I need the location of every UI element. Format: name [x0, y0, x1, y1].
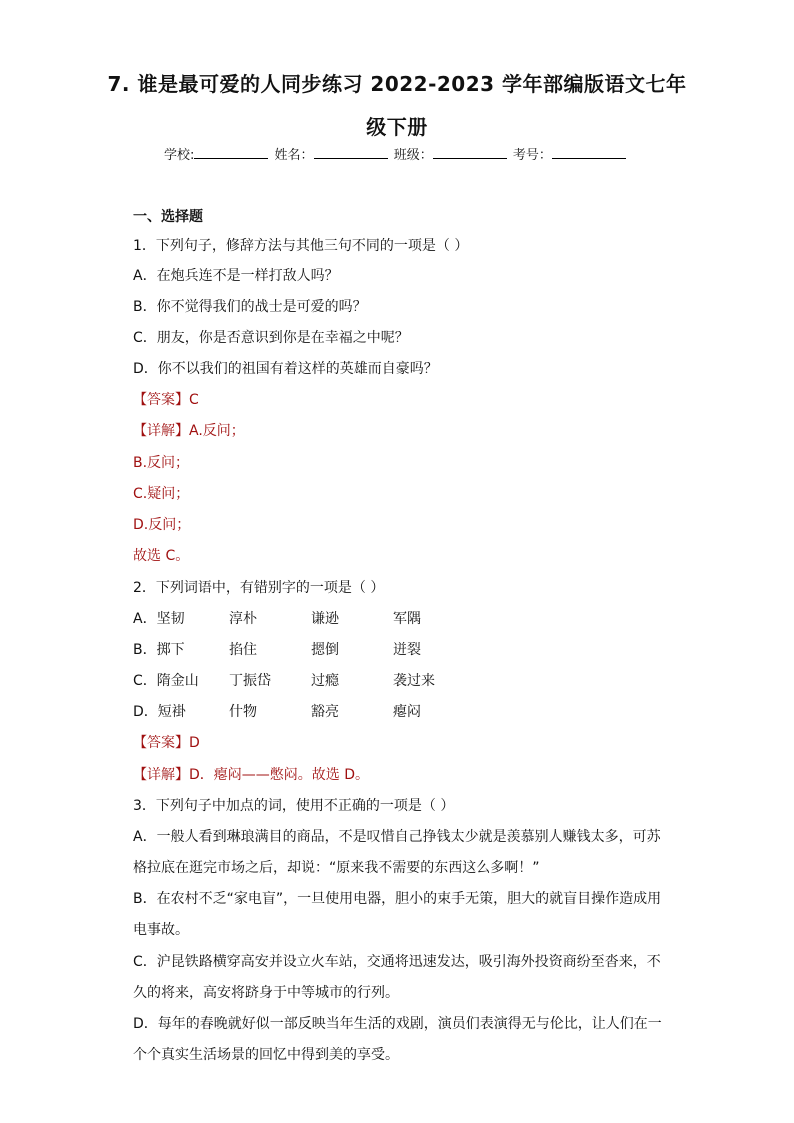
q3-option-a-line1: A．一般人看到琳琅满目的商品，不是叹惜自己挣钱太少就是羡慕别人赚钱太多，可苏 — [133, 829, 661, 845]
q3-stem: 3．下列句子中加点的词，使用不正确的一项是（ ） — [133, 798, 455, 814]
q3-option-a-line2: 格拉底在逛完市场之后，却说：“原来我不需要的东西这么多啊！” — [133, 860, 540, 876]
q1-stem: 1．下列句子，修辞方法与其他三句不同的一项是（ ） — [133, 238, 469, 254]
q3-option-b-line2: 电事故。 — [133, 922, 189, 938]
number-label: 考号： — [512, 148, 552, 163]
q1-answer: 【答案】C — [133, 392, 199, 408]
q1-option-c: C．朋友，你是否意识到你是在幸福之中呢？ — [133, 330, 409, 346]
q2-stem: 2．下列词语中，有错别字的一项是（ ） — [133, 580, 385, 596]
q1-detail-1: 【详解】A.反问； — [133, 423, 245, 439]
page-title-line1: 7. 谁是最可爱的人同步练习 2022-2023 学年部编版语文七年 — [107, 72, 687, 96]
class-label: 班级： — [393, 148, 433, 163]
section-heading: 一、选择题 — [133, 209, 203, 225]
q2-option-b: B．掷下 掐住 摁倒 迸裂 — [133, 642, 421, 658]
q1-detail-2: B.反问； — [133, 455, 190, 471]
q1-option-b: B．你不觉得我们的战士是可爱的吗？ — [133, 299, 367, 315]
q3-option-d-line1: D．每年的春晚就好似一部反映当年生活的戏剧，演员们表演得无与伦比，让人们在一 — [133, 1016, 662, 1032]
q3-option-c-line1: C．沪昆铁路横穿高安并设立火车站，交通将迅速发达，吸引海外投资商纷至沓来，不 — [133, 954, 661, 970]
q1-option-d: D．你不以我们的祖国有着这样的英雄而自豪吗？ — [133, 361, 438, 377]
school-blank[interactable] — [194, 146, 268, 159]
q2-option-a: A．坚韧 淳朴 谦逊 军隅 — [133, 611, 421, 627]
q1-detail-3: C.疑问； — [133, 486, 190, 502]
name-label: 姓名： — [274, 148, 314, 163]
q2-option-c: C．隋金山 丁振岱 过瘾 袭过来 — [133, 673, 435, 689]
q1-detail-4: D.反问； — [133, 517, 191, 533]
q1-detail-5: 故选 C。 — [133, 548, 190, 564]
q2-answer: 【答案】D — [133, 735, 200, 751]
q2-detail: 【详解】D．瘪闷——憋闷。故选 D。 — [133, 767, 370, 783]
q3-option-b-line1: B．在农村不乏“家电盲”，一旦使用电器，胆小的束手无策，胆大的就盲目操作造成用 — [133, 891, 662, 907]
class-blank[interactable] — [433, 146, 507, 159]
q2-option-d: D．短褂 什物 豁亮 瘪闷 — [133, 704, 421, 720]
school-label: 学校: — [164, 148, 195, 163]
name-blank[interactable] — [314, 146, 388, 159]
page-title-line2: 级下册 — [366, 115, 428, 139]
student-info-row — [164, 144, 628, 163]
q3-option-d-line2: 个个真实生活场景的回忆中得到美的享受。 — [133, 1047, 399, 1063]
q3-option-c-line2: 久的将来，高安将跻身于中等城市的行列。 — [133, 985, 399, 1001]
q1-option-a: A．在炮兵连不是一样打敌人吗？ — [133, 268, 339, 284]
number-blank[interactable] — [552, 146, 626, 159]
